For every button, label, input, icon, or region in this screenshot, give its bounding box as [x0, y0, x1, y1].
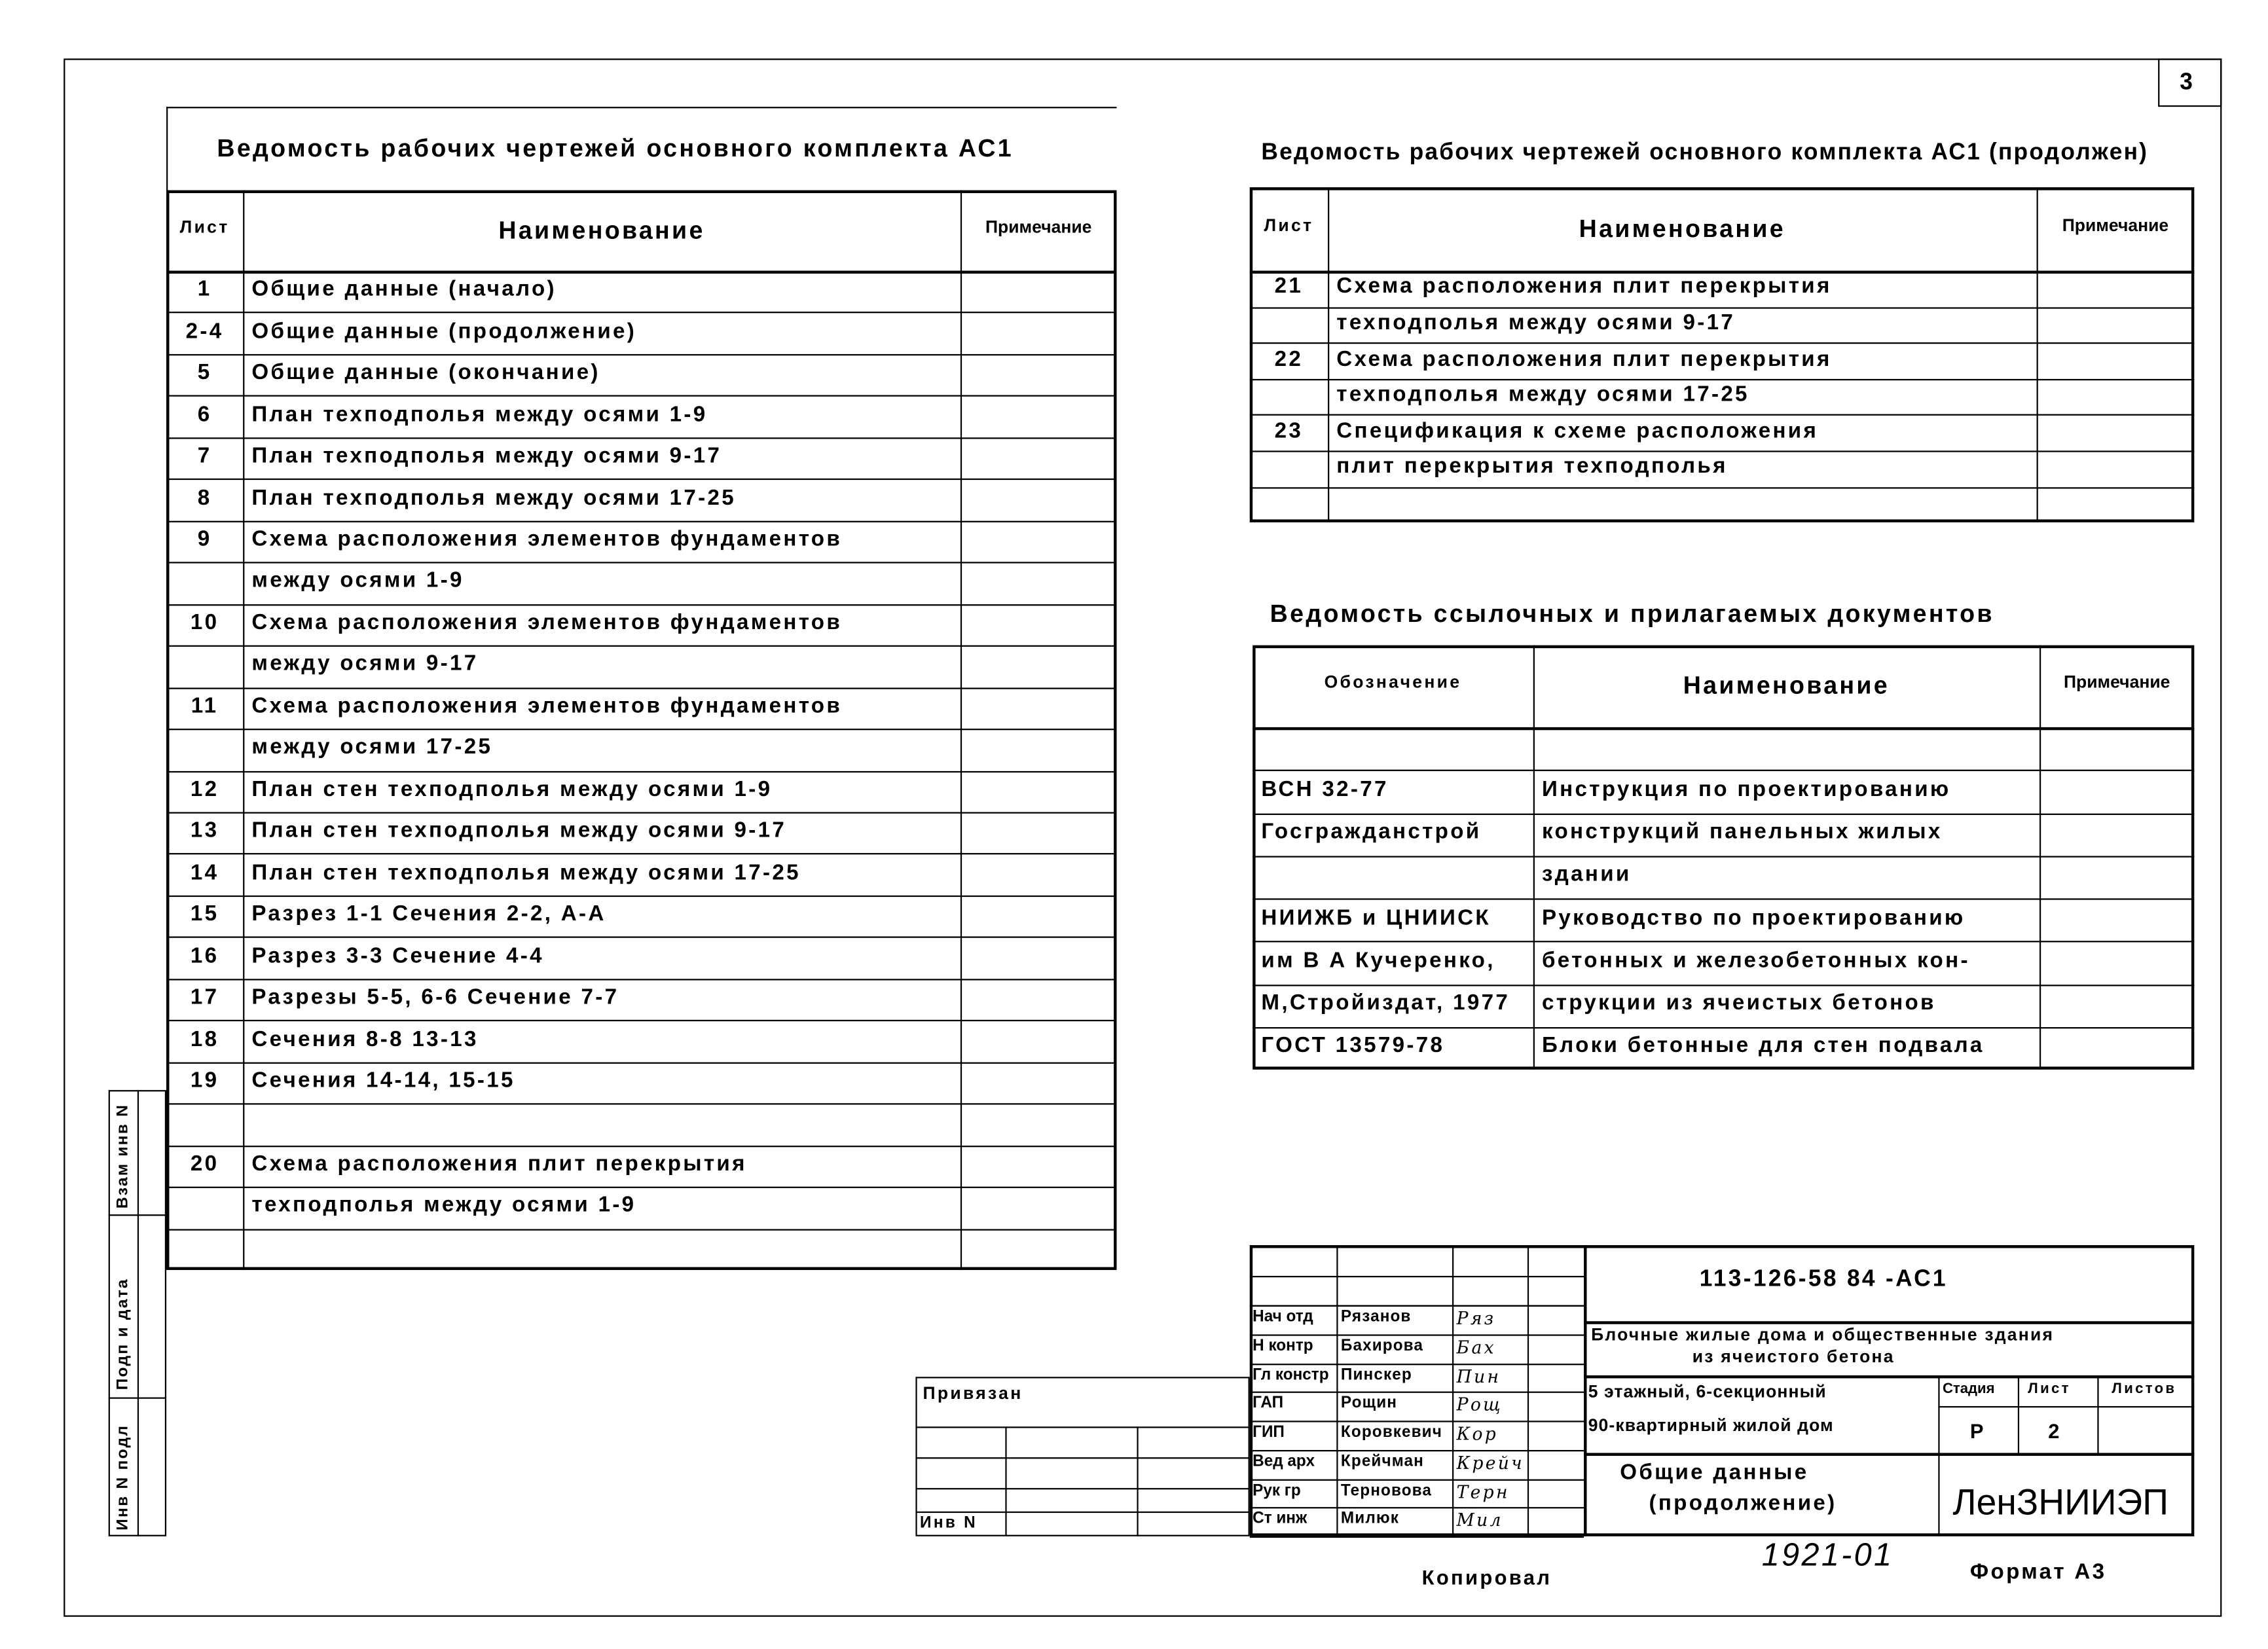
- copied-label: Копировал: [1421, 1565, 1552, 1589]
- rule-line: [109, 1398, 166, 1399]
- header-col1: Обозначение: [1324, 671, 1462, 693]
- signature: Кор: [1456, 1423, 1499, 1445]
- continued-list-title: Ведомость рабочих чертежей основного комплекта АС1 (продолжен): [1261, 140, 2149, 166]
- row-name: техподполья между осями 9-17: [1336, 310, 1736, 335]
- sheet-label: Лист: [2028, 1381, 2071, 1398]
- row-code: им В А Кучеренко,: [1261, 948, 1495, 973]
- row-name: Схема расположения плит перекрытия: [251, 1151, 747, 1176]
- signature: Рощ: [1456, 1394, 1503, 1415]
- row-sheet: 14: [190, 860, 219, 885]
- row-name: Общие данные (продолжение): [251, 318, 637, 344]
- row-name: бетонных и железобетонных кон-: [1542, 948, 1970, 973]
- table-row: [166, 1229, 1116, 1271]
- rule-line: [915, 1426, 1249, 1428]
- rule-line: [2097, 1375, 2098, 1453]
- row-divider: [1250, 1508, 1584, 1509]
- row-name: План техподполья между осями 1-9: [251, 401, 708, 427]
- row-name: конструкций панельных жилых: [1542, 819, 1943, 844]
- row-sheet: 19: [190, 1068, 219, 1093]
- row-divider: [1250, 1363, 1584, 1364]
- rule-line: [915, 1512, 1249, 1513]
- row-divider: [1250, 1536, 1584, 1538]
- header-note: Примечание: [985, 215, 1092, 236]
- row-sheet: 9: [197, 526, 212, 552]
- row-sheet: 2-4: [185, 318, 224, 344]
- stage-value: Р: [1969, 1419, 1986, 1443]
- signatory-name: Крейчман: [1340, 1452, 1424, 1470]
- row-sheet: 18: [190, 1026, 219, 1051]
- row-sheet: 16: [190, 943, 219, 968]
- row-sheet: 6: [197, 401, 212, 427]
- row-name: Спецификация к схеме расположения: [1336, 418, 1819, 443]
- row-code: ВСН 32-77: [1261, 776, 1389, 802]
- row-sheet: 15: [190, 901, 219, 927]
- signatory-role: Нач отд: [1253, 1308, 1313, 1326]
- signatory-name: Рязанов: [1340, 1308, 1412, 1326]
- rule-line: [1250, 1276, 1584, 1277]
- row-sheet: 7: [197, 443, 212, 469]
- signatory-name: Коровкевич: [1340, 1423, 1442, 1441]
- header-note: Примечание: [2062, 214, 2169, 235]
- table-row: [1253, 856, 2194, 898]
- sheets-label: Листов: [2112, 1381, 2177, 1398]
- row-sheet: 8: [197, 484, 212, 510]
- rule-line: [1137, 1426, 1138, 1536]
- page-number: 3: [2180, 70, 2195, 96]
- sheet-value: 2: [2048, 1419, 2062, 1443]
- row-code: М,Стройиздат, 1977: [1261, 990, 1510, 1016]
- row-name: Схема расположения плит перекрытия: [1336, 346, 1832, 371]
- row-name: между осями 1-9: [251, 568, 464, 594]
- row-name: План стен техподполья между осями 17-25: [251, 860, 801, 885]
- row-name: Схема расположения элементов фундаментов: [251, 693, 843, 719]
- signatory-name: Милюк: [1340, 1510, 1399, 1529]
- side-strip-sign-date: Подп и дата: [114, 1278, 132, 1390]
- rule-line: [1452, 1245, 1454, 1536]
- rule-line: [137, 1090, 139, 1536]
- signatory-role: ГАП: [1253, 1394, 1284, 1413]
- row-name: Блоки бетонные для стен подвала: [1542, 1033, 1985, 1059]
- row-divider: [1250, 1334, 1584, 1335]
- signature: Пин: [1456, 1366, 1501, 1386]
- page-number-box: [2158, 58, 2222, 107]
- rule-line: [2018, 1375, 2019, 1453]
- signatory-role: Вед арх: [1253, 1452, 1315, 1470]
- row-name: здании: [1542, 862, 1632, 888]
- row-divider: [1250, 1392, 1584, 1393]
- signatory-role: Гл констр: [1253, 1366, 1329, 1384]
- row-name: Разрез 1-1 Сечения 2-2, А-А: [251, 901, 606, 927]
- binding-label: Привязан: [923, 1383, 1023, 1404]
- header-note: Примечание: [2063, 671, 2170, 693]
- row-divider: [1250, 1479, 1584, 1480]
- rule-line: [1336, 1245, 1338, 1536]
- organization-logo: ЛенЗНИИЭП: [1952, 1482, 2168, 1523]
- rule-line: [915, 1488, 1249, 1489]
- row-name: Инструкция по проектированию: [1542, 776, 1951, 802]
- building-line2: 90-квартирный жилой дом: [1588, 1415, 1834, 1436]
- row-name: Разрезы 5-5, 6-6 Сечение 7-7: [251, 985, 619, 1010]
- building-line1: 5 этажный, 6-секционный: [1588, 1381, 1827, 1402]
- rule-line: [1938, 1375, 1939, 1536]
- row-name: плит перекрытия техподполья: [1336, 454, 1728, 479]
- header-name: Наименование: [1579, 214, 1785, 242]
- signatory-name: Пинскер: [1340, 1366, 1412, 1384]
- rule-line: [1005, 1426, 1006, 1536]
- rule-line: [915, 1457, 1249, 1459]
- row-sheet: 5: [197, 360, 212, 386]
- header-name: Наименование: [498, 215, 705, 244]
- row-name: Руководство по проектированию: [1542, 905, 1966, 930]
- header-col1: Лист: [1264, 214, 1314, 235]
- rule-line: [1527, 1245, 1529, 1536]
- row-name: струкции из ячеистых бетонов: [1542, 990, 1936, 1016]
- row-sheet: 10: [190, 609, 219, 635]
- row-sheet: 12: [190, 776, 219, 802]
- table-row: [1253, 727, 2194, 770]
- row-name: Схема расположения элементов фундаментов: [251, 609, 843, 635]
- signature: Ряз: [1456, 1308, 1496, 1329]
- row-name: План техподполья между осями 9-17: [251, 443, 722, 469]
- signatory-role: Н контр: [1253, 1337, 1313, 1355]
- header-name: Наименование: [1683, 671, 1890, 700]
- signature: Крейч: [1456, 1452, 1524, 1474]
- drawing-code: 113-126-58 84 -АС1: [1699, 1267, 1948, 1292]
- side-strip-replace-inv: Взам инв N: [114, 1103, 132, 1209]
- row-name: Общие данные (окончание): [251, 360, 600, 386]
- header-col1: Лист: [179, 215, 230, 236]
- row-name: техподполья между осями 17-25: [1336, 382, 1749, 407]
- row-sheet: 22: [1274, 346, 1304, 371]
- format-label: Формат А3: [1969, 1559, 2107, 1585]
- project-title: Блочные жилые дома и общественные здания: [1591, 1324, 2055, 1345]
- drawing-title-line2: (продолжение): [1649, 1491, 1837, 1516]
- row-name: Общие данные (начало): [251, 276, 557, 302]
- row-code: ГОСТ 13579-78: [1261, 1033, 1445, 1059]
- signatory-name: Терновова: [1340, 1481, 1433, 1499]
- references-title: Ведомость ссылочных и прилагаемых документов: [1270, 600, 1994, 628]
- row-name: техподполья между осями 1-9: [251, 1193, 636, 1218]
- row-name: Сечения 14-14, 15-15: [251, 1068, 515, 1093]
- signature: Терн: [1456, 1481, 1510, 1502]
- rule-line: [1584, 1375, 2194, 1378]
- row-sheet: 20: [190, 1151, 219, 1176]
- row-divider: [1250, 1449, 1584, 1451]
- row-sheet: 11: [191, 693, 219, 719]
- row-sheet: 23: [1274, 418, 1304, 443]
- rule-line: [1938, 1406, 2194, 1407]
- row-sheet: 21: [1274, 274, 1304, 299]
- row-divider: [1250, 1421, 1584, 1422]
- row-name: Разрез 3-3 Сечение 4-4: [251, 943, 544, 968]
- row-name: План стен техподполья между осями 1-9: [251, 776, 773, 802]
- main-list-title: Ведомость рабочих чертежей основного комплекта АС1: [217, 134, 1014, 163]
- row-code: Госгражданстрой: [1261, 819, 1482, 844]
- row-sheet: 17: [190, 985, 219, 1010]
- signatory-role: Рук гр: [1253, 1481, 1301, 1499]
- row-name: между осями 9-17: [251, 651, 479, 677]
- stage-label: Стадия: [1942, 1381, 1995, 1398]
- rule-line: [109, 1214, 166, 1216]
- rule-line: [1584, 1245, 1586, 1536]
- row-name: между осями 17-25: [251, 734, 493, 760]
- row-name: Схема расположения элементов фундаментов: [251, 526, 843, 552]
- signatory-name: Рощин: [1340, 1394, 1398, 1413]
- drawing-title-line1: Общие данные: [1620, 1460, 1809, 1485]
- row-name: План стен техподполья между осями 9-17: [251, 818, 787, 843]
- row-code: НИИЖБ и ЦНИИСК: [1261, 905, 1491, 930]
- signatory-role: ГИП: [1253, 1423, 1285, 1441]
- table-row: [166, 1104, 1116, 1146]
- signatory-name: Бахирова: [1340, 1337, 1424, 1355]
- binding-inv-label: Инв N: [920, 1514, 978, 1532]
- rule-line: [1584, 1453, 2194, 1455]
- row-name: План техподполья между осями 17-25: [251, 484, 736, 510]
- row-divider: [1250, 1305, 1584, 1307]
- row-name: Схема расположения плит перекрытия: [1336, 274, 1832, 299]
- row-name: Сечения 8-8 13-13: [251, 1026, 479, 1051]
- project-title-line2: из ячеистого бетона: [1692, 1346, 1895, 1367]
- row-sheet: 13: [190, 818, 219, 843]
- row-sheet: 1: [197, 276, 212, 302]
- side-strip-original-inv: Инв N подл: [114, 1424, 132, 1531]
- signature: Бах: [1456, 1337, 1496, 1358]
- signatory-role: Ст инж: [1253, 1510, 1308, 1529]
- archive-number: 1921-01: [1761, 1536, 1894, 1573]
- table-row: [1250, 486, 2195, 522]
- signature: Мил: [1456, 1510, 1503, 1531]
